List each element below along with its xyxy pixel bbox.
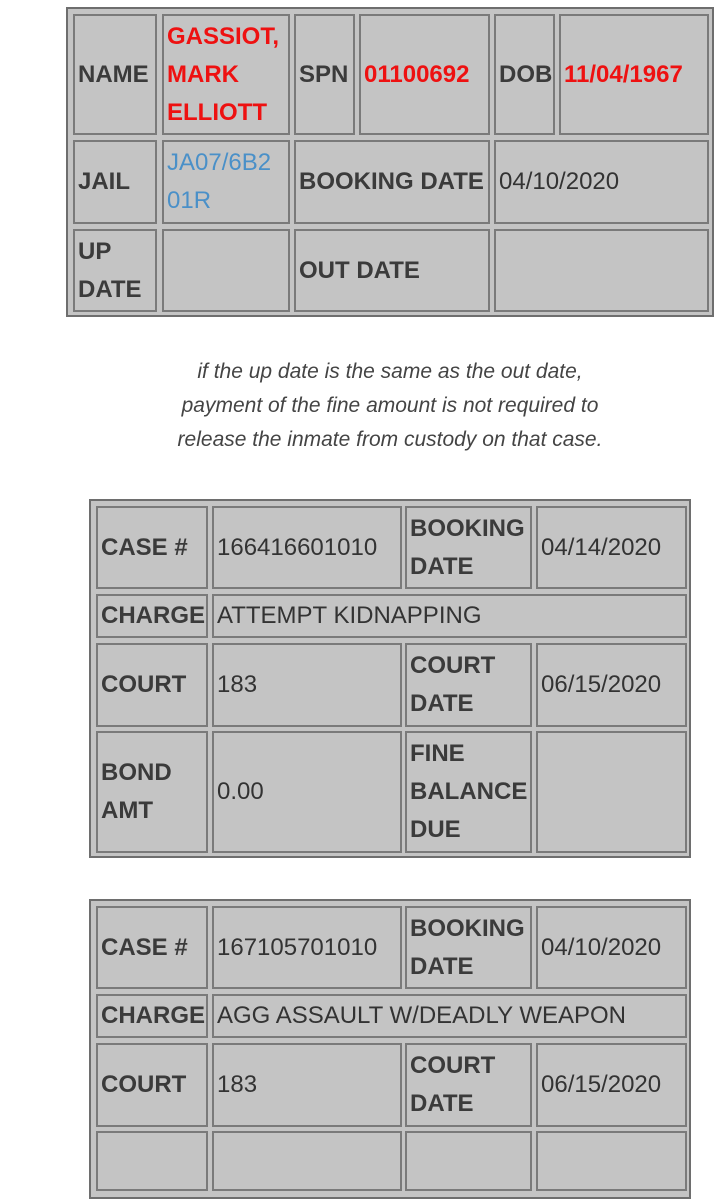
booking-date-label: BOOKING DATE [294,140,490,224]
bond-amount-value: 0.00 [212,731,402,853]
up-date-value [162,229,290,312]
fine-balance-label [405,1131,532,1191]
case-number-value: 166416601010 [212,506,402,589]
court-date-value: 06/15/2020 [536,1043,687,1127]
release-note: if the up date is the same as the out date, payment of the fine amount is not required to release the inmate from custody on that case. [177,360,603,451]
jail-value-cell [162,140,290,224]
booking-date-value: 04/10/2020 [536,906,687,989]
dob-value: 11/04/1967 [559,14,709,135]
fine-balance-value [536,731,687,853]
court-value: 183 [212,643,402,727]
jail-location-link[interactable]: JA07/6B2 01R [167,149,272,214]
booking-date-value: 04/14/2020 [536,506,687,589]
court-date-label: COURT DATE [405,643,532,727]
booking-date-value: 04/10/2020 [494,140,709,224]
charge-label: CHARGE [96,994,208,1038]
jail-label: JAIL [73,140,157,224]
case-number-label: CASE # [96,906,208,989]
charge-label: CHARGE [96,594,208,638]
fine-balance-value [536,1131,687,1191]
case-table [89,899,691,1199]
out-date-value [494,229,709,312]
name-label: NAME [73,14,157,135]
booking-date-label: BOOKING DATE [405,506,532,589]
name-value: GASSIOT, MARK ELLIOTT [162,14,290,135]
dob-label: DOB [494,14,555,135]
charge-value: ATTEMPT KIDNAPPING [212,594,687,638]
court-label: COURT [96,643,208,727]
court-date-value: 06/15/2020 [536,643,687,727]
court-label: COURT [96,1043,208,1127]
court-date-label: COURT DATE [405,1043,532,1127]
spn-label: SPN [294,14,355,135]
inmate-info-table [66,7,714,317]
case-number-label: CASE # [96,506,208,589]
case-table [89,499,691,858]
bond-amount-label: BOND AMT [96,731,208,853]
bond-amount-label [96,1131,208,1191]
charge-value: AGG ASSAULT W/DEADLY WEAPON [212,994,687,1038]
fine-balance-label: FINE BALANCE DUE [405,731,532,853]
up-date-label: UP DATE [73,229,157,312]
out-date-label: OUT DATE [294,229,490,312]
case-number-value: 167105701010 [212,906,402,989]
court-value: 183 [212,1043,402,1127]
spn-value: 01100692 [359,14,490,135]
booking-date-label: BOOKING DATE [405,906,532,989]
bond-amount-value [212,1131,402,1191]
